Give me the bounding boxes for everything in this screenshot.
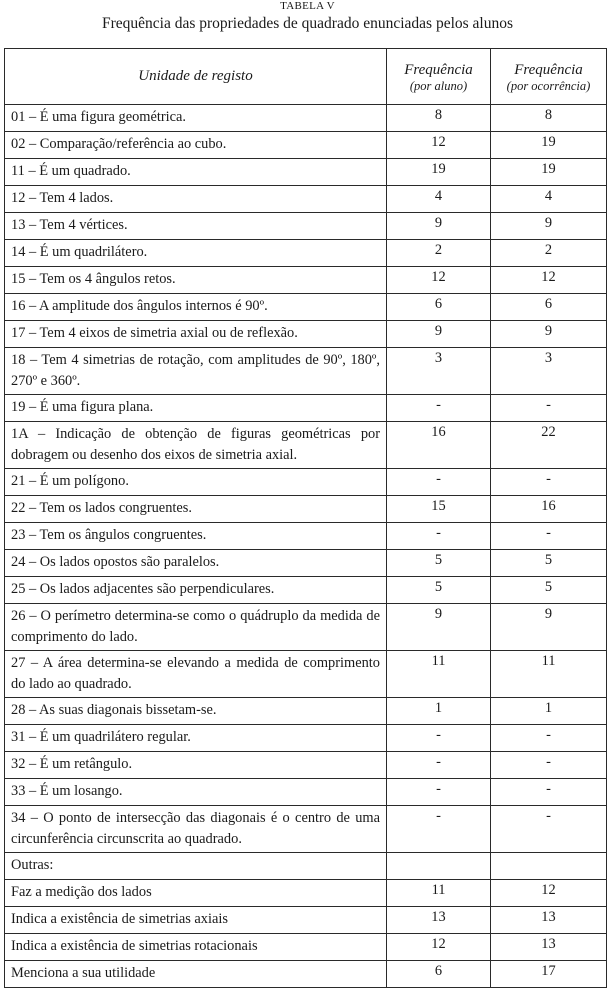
row-frequencia-por-ocorrencia: -	[491, 395, 607, 422]
row-frequencia-por-ocorrencia: -	[491, 523, 607, 550]
row-unidade-de-registo: 28 – As suas diagonais bissetam-se.	[5, 698, 387, 725]
row-frequencia-por-aluno: 6	[387, 961, 491, 988]
row-frequencia-por-aluno: 19	[387, 159, 491, 186]
header-col2-sub: (por aluno)	[409, 78, 468, 93]
table-row	[5, 752, 607, 779]
row-unidade-de-registo: 16 – A amplitude dos ângulos internos é 90º.	[5, 294, 387, 321]
row-unidade-de-registo: 26 – O perímetro determina-se como o quádruplo da medida de comprimento do lado.	[5, 604, 387, 651]
row-frequencia-por-ocorrencia: -	[491, 752, 607, 779]
table-label: TABELA V	[280, 0, 335, 12]
table-row	[5, 159, 607, 186]
table-row	[5, 651, 607, 698]
table-row	[5, 779, 607, 806]
header-col2-main: Frequência	[404, 61, 473, 78]
header-unidade-de-registo: Unidade de registo	[5, 49, 387, 105]
row-unidade-de-registo: 21 – É um polígono.	[5, 469, 387, 496]
row-frequencia-por-aluno: 5	[387, 577, 491, 604]
row-frequencia-por-aluno: 11	[387, 651, 491, 698]
row-frequencia-por-ocorrencia: 8	[491, 105, 607, 132]
row-frequencia-por-ocorrencia: 13	[491, 907, 607, 934]
row-frequencia-por-aluno: 8	[387, 105, 491, 132]
row-frequencia-por-aluno: 5	[387, 550, 491, 577]
row-frequencia-por-aluno: -	[387, 395, 491, 422]
row-unidade-de-registo: Outras:	[5, 853, 387, 880]
row-frequencia-por-ocorrencia: 12	[491, 267, 607, 294]
row-frequencia-por-aluno: 9	[387, 321, 491, 348]
row-unidade-de-registo: 15 – Tem os 4 ângulos retos.	[5, 267, 387, 294]
row-unidade-de-registo: 34 – O ponto de intersecção das diagonais é o centro de uma circunferência circunscrita ao quadrado.	[5, 806, 387, 853]
row-frequencia-por-aluno: 12	[387, 132, 491, 159]
row-frequencia-por-ocorrencia: 2	[491, 240, 607, 267]
table-row	[5, 880, 607, 907]
row-unidade-de-registo: 24 – Os lados opostos são paralelos.	[5, 550, 387, 577]
row-unidade-de-registo: 12 – Tem 4 lados.	[5, 186, 387, 213]
row-frequencia-por-aluno: 15	[387, 496, 491, 523]
row-frequencia-por-ocorrencia	[491, 853, 607, 880]
row-frequencia-por-aluno: 16	[387, 422, 491, 469]
table-row	[5, 240, 607, 267]
row-unidade-de-registo: 17 – Tem 4 eixos de simetria axial ou de reflexão.	[5, 321, 387, 348]
row-frequencia-por-ocorrencia: 5	[491, 550, 607, 577]
row-frequencia-por-ocorrencia: 11	[491, 651, 607, 698]
row-frequencia-por-aluno: 11	[387, 880, 491, 907]
row-frequencia-por-aluno: -	[387, 469, 491, 496]
table-row	[5, 496, 607, 523]
row-frequencia-por-ocorrencia: 4	[491, 186, 607, 213]
row-unidade-de-registo: 19 – É uma figura plana.	[5, 395, 387, 422]
row-unidade-de-registo: 02 – Comparação/referência ao cubo.	[5, 132, 387, 159]
row-frequencia-por-aluno: 13	[387, 907, 491, 934]
row-frequencia-por-aluno: -	[387, 752, 491, 779]
row-frequencia-por-ocorrencia: 9	[491, 604, 607, 651]
row-frequencia-por-ocorrencia: 5	[491, 577, 607, 604]
row-unidade-de-registo: 13 – Tem 4 vértices.	[5, 213, 387, 240]
table-caption	[0, 0, 615, 35]
table-row	[5, 267, 607, 294]
row-unidade-de-registo: Menciona a sua utilidade	[5, 961, 387, 988]
row-frequencia-por-ocorrencia: -	[491, 469, 607, 496]
row-frequencia-por-ocorrencia: -	[491, 806, 607, 853]
table-row	[5, 294, 607, 321]
table-row	[5, 907, 607, 934]
row-frequencia-por-ocorrencia: 19	[491, 159, 607, 186]
table-row	[5, 934, 607, 961]
row-frequencia-por-ocorrencia: 6	[491, 294, 607, 321]
table-row	[5, 853, 607, 880]
table-row	[5, 422, 607, 469]
row-frequencia-por-ocorrencia: 9	[491, 321, 607, 348]
table-row	[5, 395, 607, 422]
table-row	[5, 523, 607, 550]
row-frequencia-por-aluno: -	[387, 779, 491, 806]
row-unidade-de-registo: 33 – É um losango.	[5, 779, 387, 806]
row-frequencia-por-ocorrencia: 9	[491, 213, 607, 240]
row-unidade-de-registo: 25 – Os lados adjacentes são perpendiculares.	[5, 577, 387, 604]
row-frequencia-por-aluno: 4	[387, 186, 491, 213]
table-row	[5, 725, 607, 752]
header-frequencia-por-ocorrencia	[491, 49, 607, 105]
row-frequencia-por-aluno: 2	[387, 240, 491, 267]
row-frequencia-por-ocorrencia: 13	[491, 934, 607, 961]
row-frequencia-por-ocorrencia: -	[491, 779, 607, 806]
row-unidade-de-registo: 22 – Tem os lados congruentes.	[5, 496, 387, 523]
table-body	[5, 105, 607, 988]
row-frequencia-por-aluno: 3	[387, 348, 491, 395]
row-frequencia-por-aluno: -	[387, 806, 491, 853]
row-frequencia-por-aluno	[387, 853, 491, 880]
row-unidade-de-registo: 23 – Tem os ângulos congruentes.	[5, 523, 387, 550]
header-col3-sub: (por ocorrência)	[506, 78, 591, 93]
header-frequencia-por-aluno	[387, 49, 491, 105]
row-unidade-de-registo: 31 – É um quadrilátero regular.	[5, 725, 387, 752]
row-unidade-de-registo: 27 – A área determina-se elevando a medida de comprimento do lado ao quadrado.	[5, 651, 387, 698]
table-row	[5, 577, 607, 604]
row-frequencia-por-aluno: 1	[387, 698, 491, 725]
row-frequencia-por-ocorrencia: 22	[491, 422, 607, 469]
row-unidade-de-registo: 11 – É um quadrado.	[5, 159, 387, 186]
row-unidade-de-registo: 14 – É um quadrilátero.	[5, 240, 387, 267]
row-frequencia-por-aluno: -	[387, 523, 491, 550]
row-unidade-de-registo: 01 – É uma figura geométrica.	[5, 105, 387, 132]
row-frequencia-por-aluno: 9	[387, 213, 491, 240]
row-frequencia-por-ocorrencia: 17	[491, 961, 607, 988]
table-row	[5, 469, 607, 496]
row-frequencia-por-ocorrencia: 3	[491, 348, 607, 395]
table-title: Frequência das propriedades de quadrado enunciadas pelos alunos	[101, 15, 514, 32]
table-row	[5, 806, 607, 853]
header-col3-main: Frequência	[514, 61, 583, 78]
table-row	[5, 321, 607, 348]
frequency-table	[4, 48, 607, 988]
table-row	[5, 132, 607, 159]
row-frequencia-por-aluno: 12	[387, 267, 491, 294]
row-frequencia-por-ocorrencia: -	[491, 725, 607, 752]
row-unidade-de-registo: Indica a existência de simetrias axiais	[5, 907, 387, 934]
table-row	[5, 348, 607, 395]
row-unidade-de-registo: Indica a existência de simetrias rotacionais	[5, 934, 387, 961]
row-frequencia-por-ocorrencia: 16	[491, 496, 607, 523]
row-unidade-de-registo: 18 – Tem 4 simetrias de rotação, com amplitudes de 90º, 180º, 270º e 360º.	[5, 348, 387, 395]
table-row	[5, 604, 607, 651]
row-frequencia-por-aluno: 6	[387, 294, 491, 321]
table-row	[5, 961, 607, 988]
table-row	[5, 105, 607, 132]
row-frequencia-por-ocorrencia: 19	[491, 132, 607, 159]
table-header-row	[5, 49, 607, 105]
table-row	[5, 698, 607, 725]
table-row	[5, 213, 607, 240]
row-frequencia-por-aluno: -	[387, 725, 491, 752]
table-row	[5, 550, 607, 577]
row-unidade-de-registo: 32 – É um retângulo.	[5, 752, 387, 779]
row-unidade-de-registo: Faz a medição dos lados	[5, 880, 387, 907]
row-frequencia-por-aluno: 12	[387, 934, 491, 961]
row-frequencia-por-ocorrencia: 12	[491, 880, 607, 907]
row-frequencia-por-aluno: 9	[387, 604, 491, 651]
table-row	[5, 186, 607, 213]
row-unidade-de-registo: 1A – Indicação de obtenção de figuras geométricas por dobragem ou desenho dos eixos de simetria axial.	[5, 422, 387, 469]
row-frequencia-por-ocorrencia: 1	[491, 698, 607, 725]
